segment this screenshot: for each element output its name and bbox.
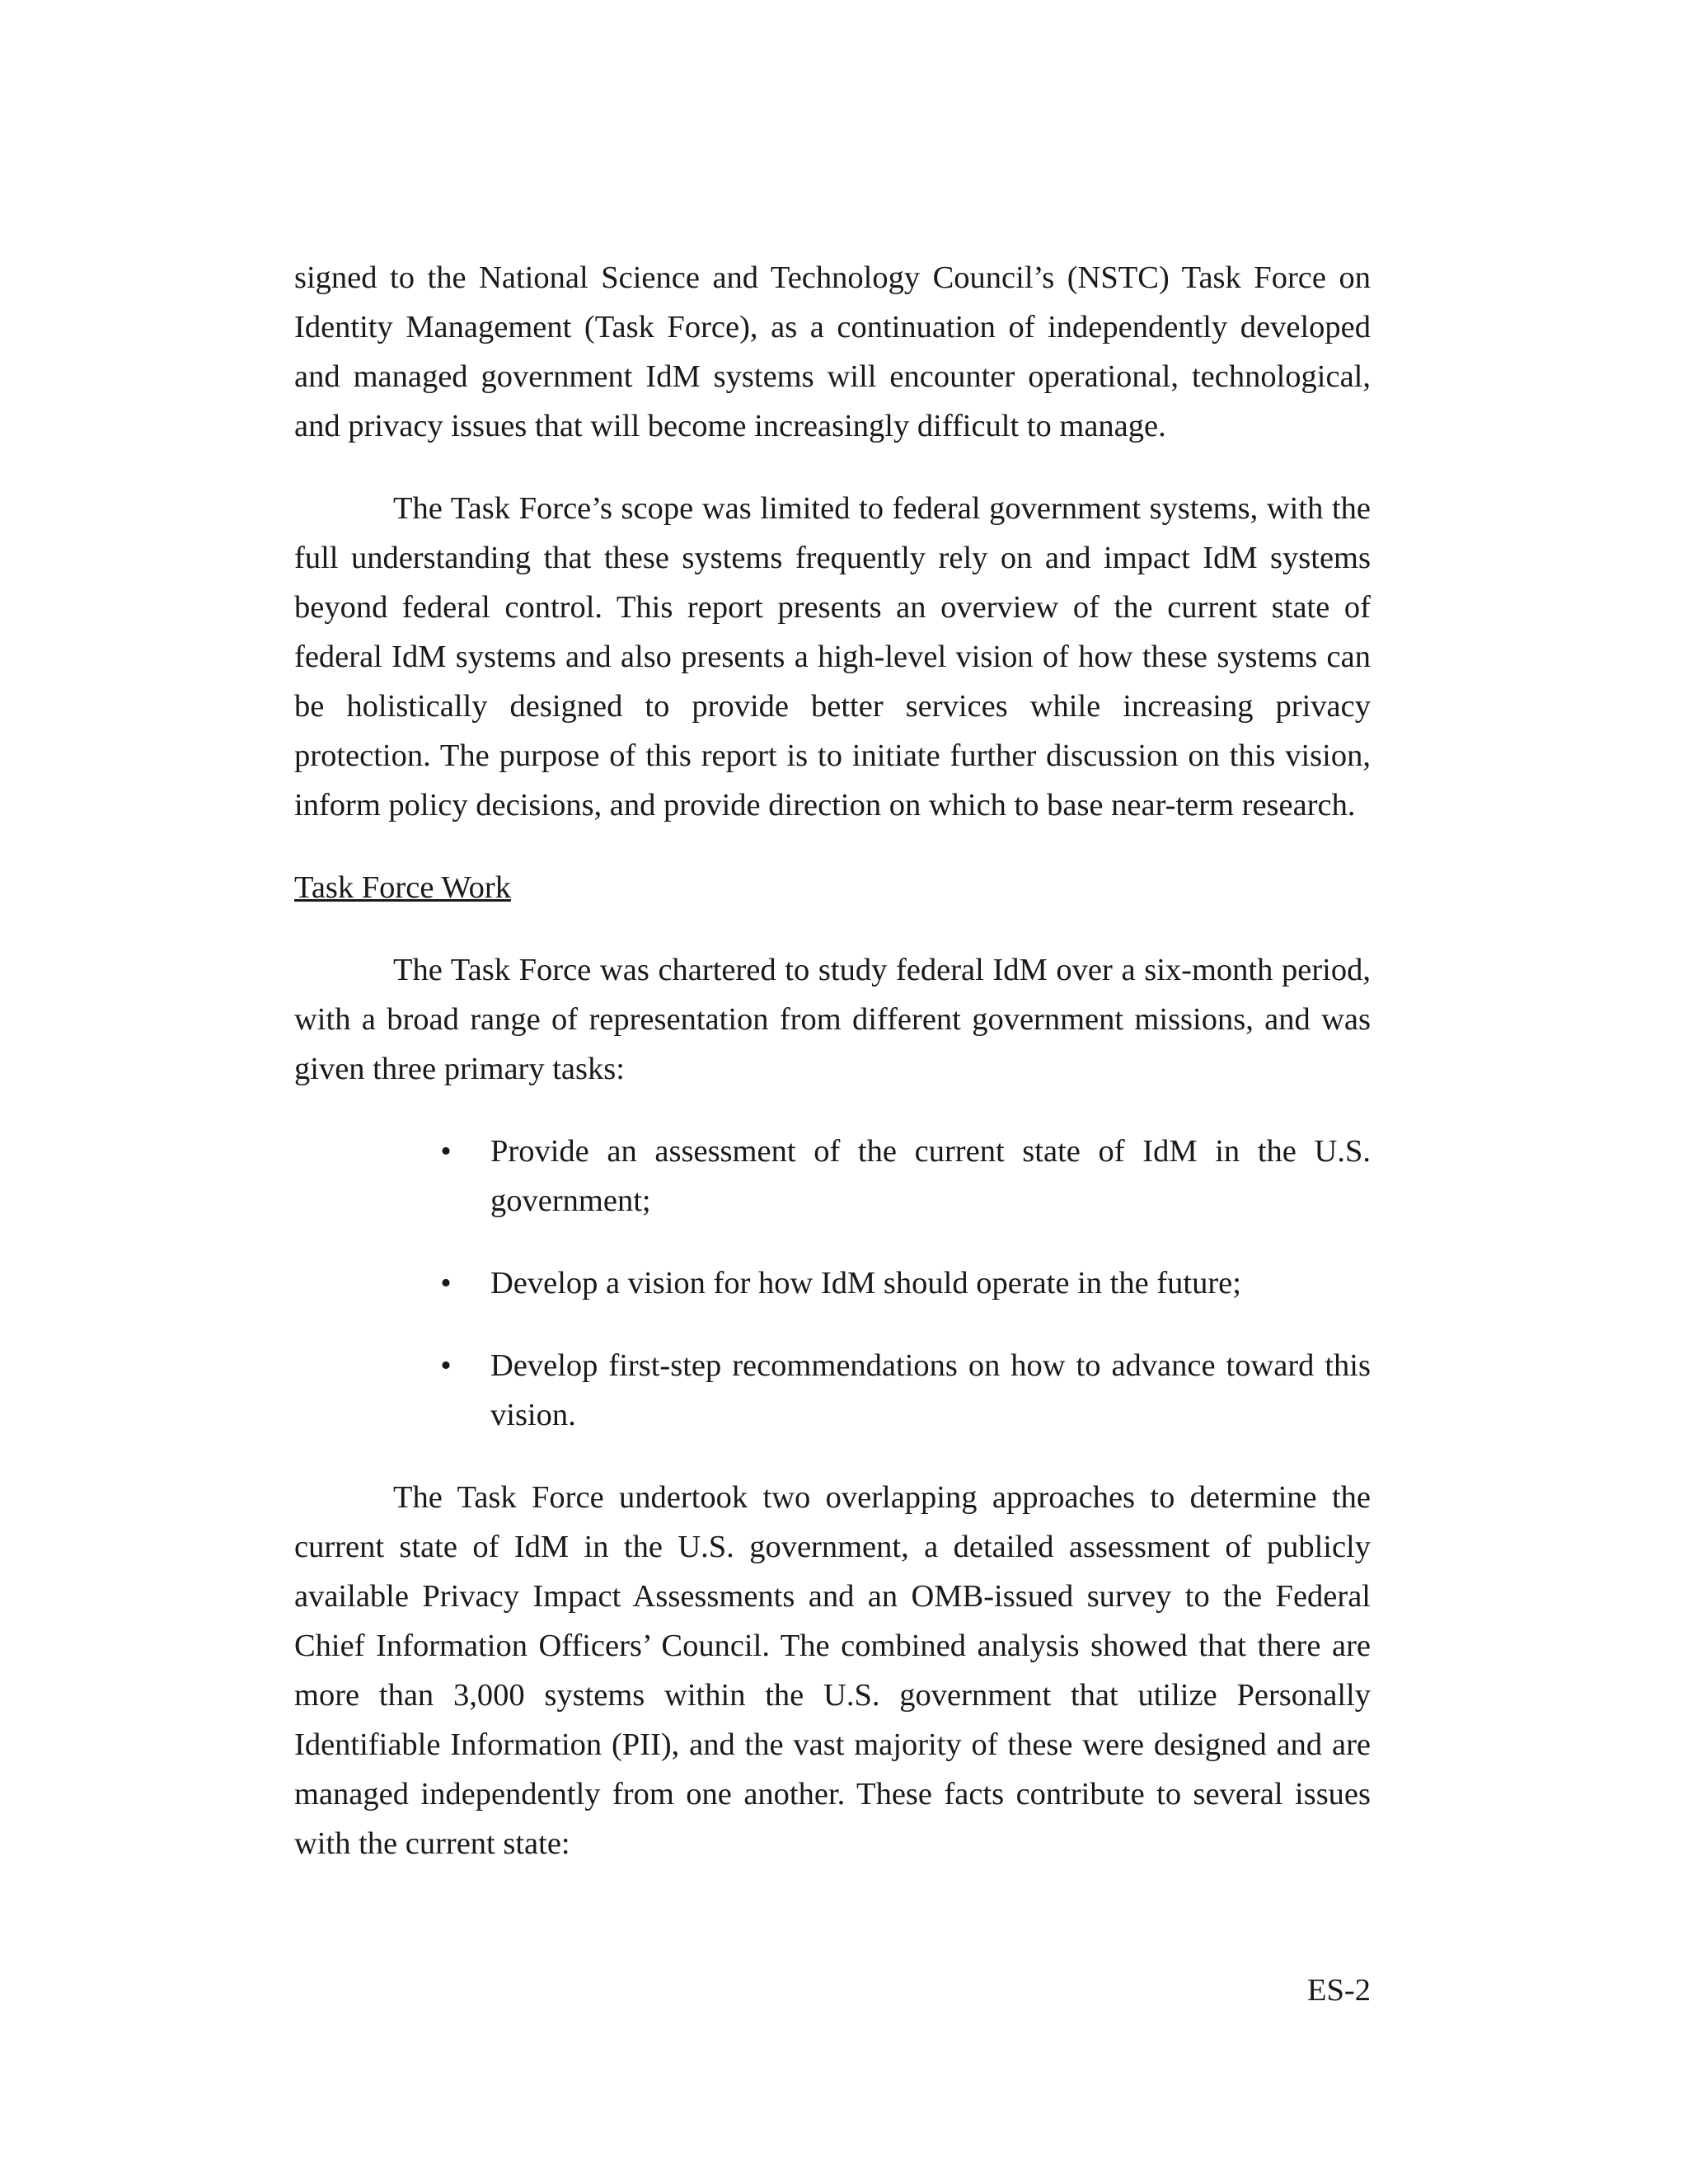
list-item [440, 1258, 1371, 1308]
bullet-icon: • [440, 1348, 452, 1383]
paragraph-approaches: The Task Force undertook two overlapping approaches to determine the current state of IdM in the U.S. government, a detailed assessment of publicly available Privacy Impact Assessments and an OMB-issued survey to the Federal Chief Information Officers’ Council. The combined analysis showed that there are more than 3,000 systems within the U.S. government that utilize Personally Identifiable Information (PII), and the vast majority of these were designed and are managed independently from one another. These facts contribute to several issues with the current state: [294, 1480, 1371, 1861]
task-text: Provide an assessment of the current state of IdM in the U.S. government; [490, 1134, 1371, 1218]
list-item [440, 1341, 1371, 1440]
page-number: ES-2 [1307, 1973, 1371, 2008]
list-item [440, 1127, 1371, 1226]
task-text: Develop first-step recommendations on how to advance toward this vision. [490, 1348, 1371, 1432]
section-heading: Task Force Work [294, 870, 511, 905]
bullet-icon: • [440, 1134, 452, 1169]
task-text: Develop a vision for how IdM should operate in the future; [490, 1266, 1241, 1301]
paragraph-continuation: signed to the National Science and Technology Council’s (NSTC) Task Force on Identity Management (Task Force), as a continuation of independently developed and managed government IdM systems will encounter operational, technological, and privacy issues that will become increasingly difficult to manage. [294, 260, 1371, 443]
task-list [294, 1127, 1371, 1440]
bullet-icon: • [440, 1266, 452, 1301]
paragraph-scope: The Task Force’s scope was limited to federal government systems, with the full understanding that these systems frequently rely on and impact IdM systems beyond federal control. This report presents an overview of the current state of federal IdM systems and also presents a high-level vision of how these systems can be holistically designed to provide better services while increasing privacy protection. The purpose of this report is to initiate further discussion on this vision, inform policy decisions, and provide direction on which to base near-term research. [294, 491, 1371, 823]
paragraph-chartered: The Task Force was chartered to study federal IdM over a six-month period, with a broad range of representation from different government missions, and was given three primary tasks: [294, 953, 1371, 1086]
document-body [294, 253, 1371, 1868]
